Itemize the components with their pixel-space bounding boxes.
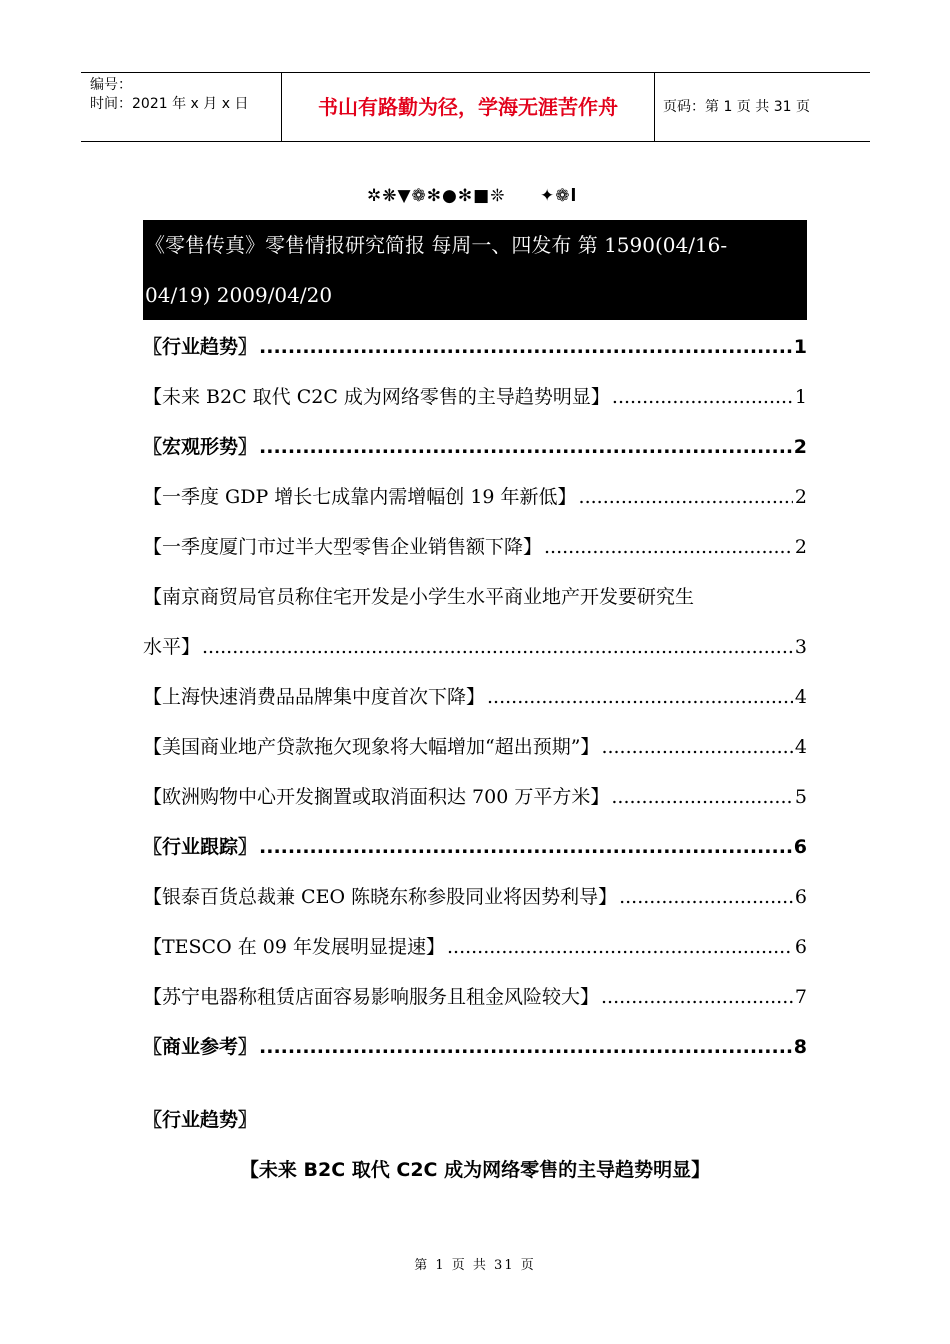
page-footer: 第 1 页 共 31 页 xyxy=(414,1258,536,1273)
toc-leader-dots xyxy=(619,872,793,922)
banner-line-2: 04/19) 2009/04/20 xyxy=(145,283,333,307)
header-page-info: 页码：第 1 页 共 31 页 xyxy=(663,99,810,115)
toc-page-number: 5 xyxy=(794,786,807,808)
toc-leader-dots xyxy=(579,472,793,522)
toc-leader-dots xyxy=(447,922,793,972)
toc-entry-title: 〖商业参考〗 xyxy=(143,1036,258,1058)
toc-entry-title: 【未来 B2C 取代 C2C 成为网络零售的主导趋势明显】 xyxy=(143,386,610,408)
toc-entry[interactable] xyxy=(143,772,807,822)
toc-leader-dots xyxy=(544,522,793,572)
toc-page-number: 2 xyxy=(794,486,807,508)
toc-entry[interactable] xyxy=(143,922,807,972)
toc-page-number: 3 xyxy=(794,636,807,658)
toc-entry[interactable] xyxy=(143,972,807,1022)
report-banner xyxy=(143,220,807,320)
toc-entry[interactable] xyxy=(143,572,807,672)
toc-entry[interactable] xyxy=(143,722,807,772)
toc-entry[interactable] xyxy=(143,372,807,422)
toc-page-number: 4 xyxy=(794,736,807,758)
toc-page-number: 2 xyxy=(793,436,807,458)
toc-leader-dots xyxy=(202,622,793,672)
toc-entry-title: 〖行业跟踪〗 xyxy=(143,836,258,858)
toc-leader-dots xyxy=(601,972,793,1022)
toc-leader-dots xyxy=(259,322,792,372)
header-meta xyxy=(81,73,281,141)
toc-entry-title: 【TESCO 在 09 年发展明显提速】 xyxy=(143,936,445,958)
toc-leader-dots xyxy=(611,772,793,822)
toc-entry[interactable] xyxy=(143,872,807,922)
table-of-contents xyxy=(143,322,807,1072)
date-label: 时间：2021 年 x 月 x 日 xyxy=(90,96,249,112)
toc-leader-dots xyxy=(259,422,792,472)
toc-page-number: 4 xyxy=(794,686,807,708)
toc-entry-title-line: 【南京商贸局官员称住宅开发是小学生水平商业地产开发要研究生 xyxy=(143,586,695,608)
toc-entry-title: 【一季度厦门市过半大型零售企业销售额下降】 xyxy=(143,536,543,558)
toc-section-entry[interactable] xyxy=(143,322,807,372)
toc-page-number: 6 xyxy=(793,836,807,858)
toc-leader-dots xyxy=(601,722,792,772)
toc-entry[interactable] xyxy=(143,672,807,722)
toc-section-entry[interactable] xyxy=(143,1022,807,1072)
toc-entry[interactable] xyxy=(143,472,807,522)
banner-line-1: 《零售传真》零售情报研究简报 每周一、四发布 第 1590(04/16- xyxy=(145,233,728,257)
toc-entry-continuation xyxy=(143,622,807,672)
number-label: 编号： xyxy=(90,77,132,93)
toc-entry-title: 【苏宁电器称租赁店面容易影响服务且租金风险较大】 xyxy=(143,986,600,1008)
toc-leader-dots xyxy=(487,672,793,722)
toc-page-number: 6 xyxy=(794,886,807,908)
toc-entry-title: 水平】 xyxy=(143,636,201,658)
section-heading: 〖行业趋势〗 xyxy=(143,1109,258,1131)
toc-page-number: 7 xyxy=(794,986,807,1008)
toc-page-number: 8 xyxy=(793,1036,807,1058)
toc-entry-title: 【一季度 GDP 增长七成靠内需增幅创 19 年新低】 xyxy=(143,486,577,508)
toc-page-number: 2 xyxy=(794,536,807,558)
toc-section-entry[interactable] xyxy=(143,422,807,472)
toc-page-number: 1 xyxy=(794,386,807,408)
header-motto: 书山有路勤为径，学海无涯苦作舟 xyxy=(281,73,655,141)
toc-entry-title: 【欧洲购物中心开发搁置或取消面积达 700 万平方米】 xyxy=(143,786,610,808)
symbol-line: ✲❋▼❁✻●✻■❊ ✦❁l xyxy=(367,186,578,206)
toc-page-number: 1 xyxy=(793,336,807,358)
toc-entry-title: 〖宏观形势〗 xyxy=(143,436,258,458)
toc-entry-title: 【美国商业地产贷款拖欠现象将大幅增加“超出预期”】 xyxy=(143,736,600,758)
toc-entry-title: 〖行业趋势〗 xyxy=(143,336,258,358)
toc-leader-dots xyxy=(612,372,793,422)
toc-entry[interactable] xyxy=(143,522,807,572)
toc-leader-dots xyxy=(259,822,792,872)
header-table xyxy=(81,72,870,142)
toc-section-entry[interactable] xyxy=(143,822,807,872)
toc-entry-title: 【银泰百货总裁兼 CEO 陈晓东称参股同业将因势利导】 xyxy=(143,886,618,908)
toc-page-number: 6 xyxy=(794,936,807,958)
article-title: 【未来 B2C 取代 C2C 成为网络零售的主导趋势明显】 xyxy=(239,1159,711,1181)
toc-leader-dots xyxy=(259,1022,792,1072)
toc-entry-title: 【上海快速消费品品牌集中度首次下降】 xyxy=(143,686,486,708)
